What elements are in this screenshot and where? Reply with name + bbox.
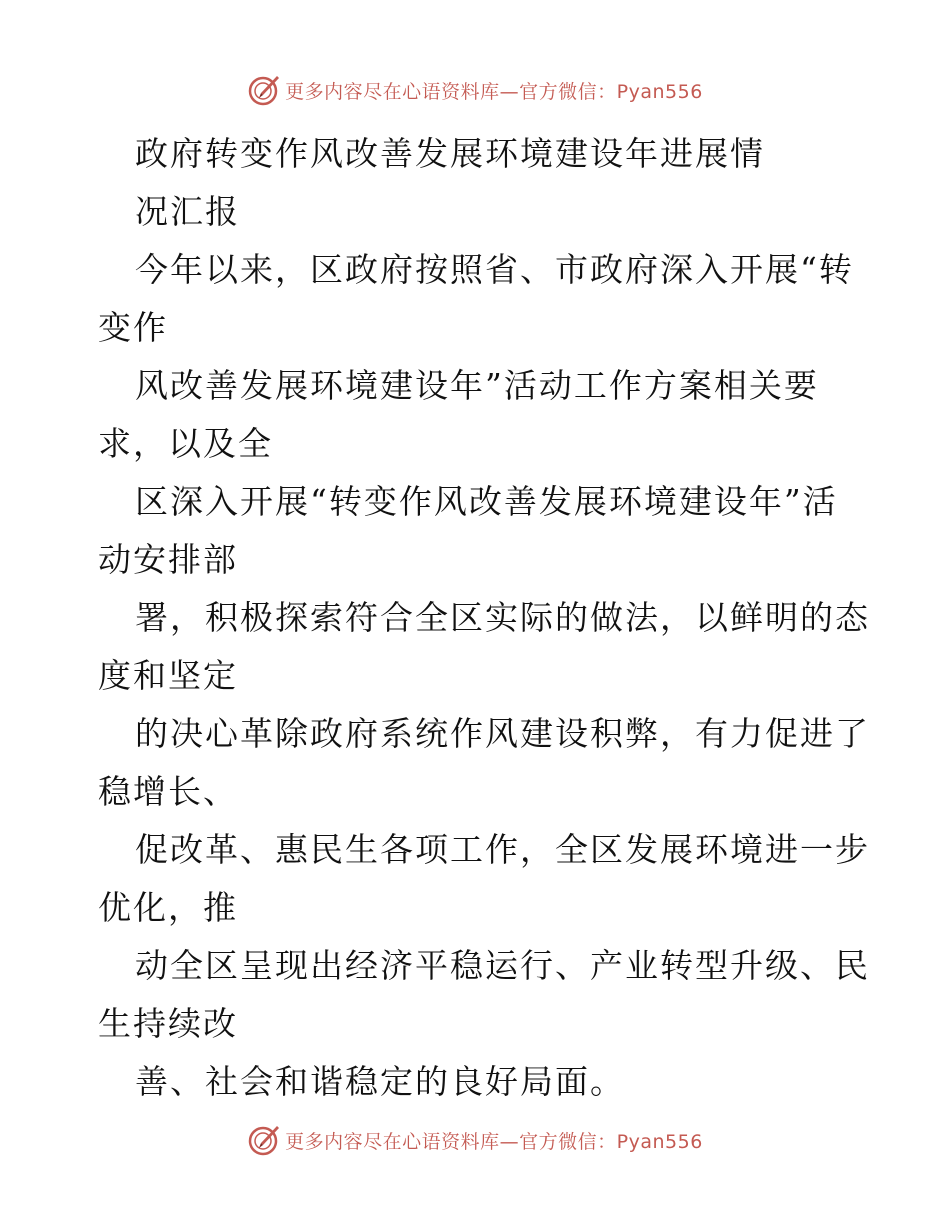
document-line: 善、社会和谐稳定的良好局面。 [135,1062,625,1101]
watermark-text: 更多内容尽在心语资料库—官方微信：Pyan556 [285,80,703,103]
document-line: 署，积极探索符合全区实际的做法，以鲜明的态 [135,598,870,637]
document-line: 动安排部 [98,540,238,579]
document-line: 稳增长、 [98,772,238,811]
document-line: 况汇报 [135,192,240,231]
document-line: 优化，推 [98,888,238,927]
header-watermark [0,70,950,110]
document-line: 政府转变作风改善发展环境建设年进展情 [135,134,765,173]
document-line: 度和坚定 [98,656,238,695]
document-line: 区深入开展“转变作风改善发展环境建设年”活 [135,482,838,521]
document-line: 风改善发展环境建设年”活动工作方案相关要 [135,366,819,405]
document-line: 今年以来，区政府按照省、市政府深入开展“转 [135,250,854,289]
document-line: 动全区呈现出经济平稳运行、产业转型升级、民 [135,946,870,985]
pen-logo-icon [247,1123,281,1157]
pen-logo-icon [247,73,281,107]
document-line: 的决心革除政府系统作风建设积弊，有力促进了 [135,714,870,753]
document-line: 促改革、惠民生各项工作，全区发展环境进一步 [135,830,870,869]
watermark-text: 更多内容尽在心语资料库—官方微信：Pyan556 [285,1130,703,1153]
footer-watermark [0,1120,950,1160]
document-body [98,125,870,1111]
document-line: 变作 [98,308,168,347]
document-line: 生持续改 [98,1004,238,1043]
document-line: 求，以及全 [98,424,273,463]
